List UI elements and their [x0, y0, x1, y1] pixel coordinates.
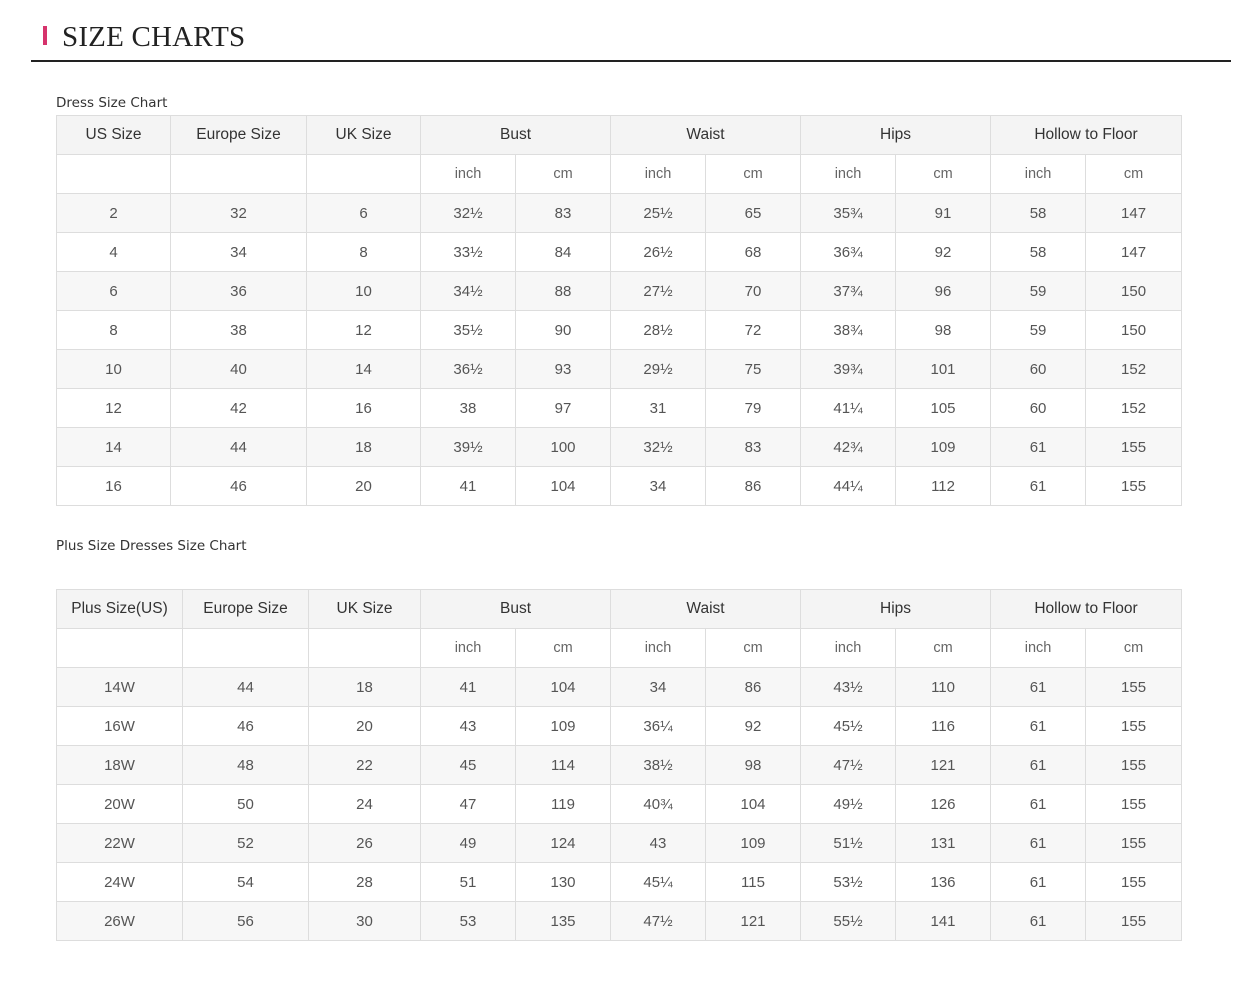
header-bust: Bust [421, 590, 611, 629]
table-cell: 20W [57, 785, 183, 824]
unit-cell: cm [516, 155, 611, 194]
table-cell: 38¾ [801, 311, 896, 350]
table-cell: 51 [421, 863, 516, 902]
header-waist: Waist [611, 590, 801, 629]
unit-cell-empty [171, 155, 307, 194]
table-cell: 16W [57, 707, 183, 746]
table-cell: 104 [516, 668, 611, 707]
table-cell: 61 [991, 428, 1086, 467]
table-cell: 121 [896, 746, 991, 785]
table-cell: 92 [896, 233, 991, 272]
dress-header-row [57, 116, 1182, 155]
table-cell: 34 [171, 233, 307, 272]
table-cell: 37¾ [801, 272, 896, 311]
table-cell: 84 [516, 233, 611, 272]
header-uk-size: UK Size [309, 590, 421, 629]
header-europe-size: Europe Size [183, 590, 309, 629]
table-cell: 150 [1086, 272, 1182, 311]
table-cell: 20 [307, 467, 421, 506]
table-cell: 136 [896, 863, 991, 902]
unit-cell-empty [57, 155, 171, 194]
table-cell: 39½ [421, 428, 516, 467]
table-cell: 10 [307, 272, 421, 311]
table-cell: 60 [991, 389, 1086, 428]
table-cell: 54 [183, 863, 309, 902]
table-cell: 2 [57, 194, 171, 233]
unit-cell: inch [801, 629, 896, 668]
table-cell: 30 [309, 902, 421, 941]
table-cell: 109 [706, 824, 801, 863]
table-cell: 86 [706, 668, 801, 707]
table-cell: 36 [171, 272, 307, 311]
table-cell: 47 [421, 785, 516, 824]
table-cell: 40¾ [611, 785, 706, 824]
table-row [57, 350, 1182, 389]
table-row [57, 467, 1182, 506]
table-cell: 25½ [611, 194, 706, 233]
table-cell: 18 [309, 668, 421, 707]
table-cell: 22 [309, 746, 421, 785]
table-cell: 44 [171, 428, 307, 467]
table-cell: 35½ [421, 311, 516, 350]
table-cell: 98 [706, 746, 801, 785]
table-cell: 96 [896, 272, 991, 311]
table-cell: 119 [516, 785, 611, 824]
table-cell: 141 [896, 902, 991, 941]
dress-size-table [56, 115, 1182, 506]
header-hollow-to-floor: Hollow to Floor [991, 590, 1182, 629]
table-cell: 115 [706, 863, 801, 902]
table-cell: 61 [991, 863, 1086, 902]
table-cell: 152 [1086, 350, 1182, 389]
table-cell: 4 [57, 233, 171, 272]
table-cell: 53 [421, 902, 516, 941]
table-cell: 92 [706, 707, 801, 746]
table-row [57, 389, 1182, 428]
table-cell: 41¼ [801, 389, 896, 428]
table-cell: 6 [57, 272, 171, 311]
unit-cell: cm [1086, 629, 1182, 668]
unit-cell: inch [991, 629, 1086, 668]
table-cell: 16 [57, 467, 171, 506]
table-cell: 24 [309, 785, 421, 824]
table-cell: 155 [1086, 902, 1182, 941]
title-accent-bar [43, 26, 47, 45]
unit-cell: cm [706, 155, 801, 194]
table-cell: 14W [57, 668, 183, 707]
table-cell: 155 [1086, 746, 1182, 785]
unit-cell: inch [801, 155, 896, 194]
table-cell: 61 [991, 707, 1086, 746]
dress-size-chart-caption: Dress Size Chart [56, 95, 168, 111]
table-cell: 79 [706, 389, 801, 428]
table-row [57, 233, 1182, 272]
table-cell: 55½ [801, 902, 896, 941]
table-cell: 33½ [421, 233, 516, 272]
table-cell: 12 [307, 311, 421, 350]
table-cell: 109 [896, 428, 991, 467]
header-uk-size: UK Size [307, 116, 421, 155]
table-cell: 114 [516, 746, 611, 785]
table-cell: 72 [706, 311, 801, 350]
table-cell: 6 [307, 194, 421, 233]
table-cell: 83 [706, 428, 801, 467]
table-cell: 32½ [611, 428, 706, 467]
table-cell: 36¾ [801, 233, 896, 272]
table-cell: 61 [991, 746, 1086, 785]
table-cell: 75 [706, 350, 801, 389]
unit-cell: inch [611, 629, 706, 668]
table-cell: 52 [183, 824, 309, 863]
table-cell: 131 [896, 824, 991, 863]
plus-size-chart-caption: Plus Size Dresses Size Chart [56, 538, 247, 554]
table-cell: 147 [1086, 233, 1182, 272]
table-cell: 61 [991, 668, 1086, 707]
header-hips: Hips [801, 590, 991, 629]
table-cell: 38½ [611, 746, 706, 785]
table-cell: 155 [1086, 428, 1182, 467]
table-cell: 38 [171, 311, 307, 350]
table-cell: 8 [307, 233, 421, 272]
table-cell: 41 [421, 668, 516, 707]
table-cell: 135 [516, 902, 611, 941]
table-cell: 26 [309, 824, 421, 863]
table-cell: 61 [991, 824, 1086, 863]
table-cell: 100 [516, 428, 611, 467]
header-europe-size: Europe Size [171, 116, 307, 155]
table-cell: 47½ [801, 746, 896, 785]
table-cell: 43 [421, 707, 516, 746]
table-cell: 90 [516, 311, 611, 350]
unit-cell: cm [896, 155, 991, 194]
table-cell: 58 [991, 194, 1086, 233]
plus-size-table [56, 589, 1182, 941]
table-cell: 155 [1086, 824, 1182, 863]
table-cell: 43 [611, 824, 706, 863]
unit-cell: inch [421, 629, 516, 668]
table-cell: 18W [57, 746, 183, 785]
table-cell: 88 [516, 272, 611, 311]
table-cell: 29½ [611, 350, 706, 389]
unit-cell-empty [307, 155, 421, 194]
table-cell: 44 [183, 668, 309, 707]
table-cell: 104 [516, 467, 611, 506]
table-cell: 110 [896, 668, 991, 707]
table-cell: 46 [183, 707, 309, 746]
table-row [57, 785, 1182, 824]
unit-cell-empty [57, 629, 183, 668]
header-plus-size: Plus Size(US) [57, 590, 183, 629]
plus-header-row [57, 590, 1182, 629]
table-cell: 14 [57, 428, 171, 467]
table-cell: 155 [1086, 467, 1182, 506]
table-cell: 36¼ [611, 707, 706, 746]
table-cell: 155 [1086, 863, 1182, 902]
table-cell: 65 [706, 194, 801, 233]
table-cell: 147 [1086, 194, 1182, 233]
table-cell: 155 [1086, 707, 1182, 746]
unit-cell-empty [309, 629, 421, 668]
table-cell: 130 [516, 863, 611, 902]
unit-cell: inch [991, 155, 1086, 194]
table-cell: 45¼ [611, 863, 706, 902]
table-cell: 22W [57, 824, 183, 863]
table-cell: 50 [183, 785, 309, 824]
table-row [57, 194, 1182, 233]
table-cell: 155 [1086, 668, 1182, 707]
table-cell: 10 [57, 350, 171, 389]
table-cell: 47½ [611, 902, 706, 941]
unit-cell: cm [896, 629, 991, 668]
table-cell: 20 [309, 707, 421, 746]
table-cell: 31 [611, 389, 706, 428]
table-cell: 43½ [801, 668, 896, 707]
table-cell: 97 [516, 389, 611, 428]
table-cell: 116 [896, 707, 991, 746]
table-cell: 16 [307, 389, 421, 428]
table-cell: 45½ [801, 707, 896, 746]
table-cell: 61 [991, 467, 1086, 506]
table-cell: 34½ [421, 272, 516, 311]
table-cell: 68 [706, 233, 801, 272]
unit-cell-empty [183, 629, 309, 668]
table-cell: 24W [57, 863, 183, 902]
table-cell: 104 [706, 785, 801, 824]
table-cell: 38 [421, 389, 516, 428]
header-bust: Bust [421, 116, 611, 155]
table-cell: 155 [1086, 785, 1182, 824]
table-cell: 28½ [611, 311, 706, 350]
table-cell: 46 [171, 467, 307, 506]
table-cell: 26W [57, 902, 183, 941]
table-cell: 12 [57, 389, 171, 428]
table-cell: 49½ [801, 785, 896, 824]
unit-cell: cm [706, 629, 801, 668]
plus-table-body [57, 590, 1182, 941]
unit-cell: inch [421, 155, 516, 194]
table-cell: 42 [171, 389, 307, 428]
table-row [57, 272, 1182, 311]
table-row [57, 707, 1182, 746]
table-cell: 101 [896, 350, 991, 389]
table-cell: 70 [706, 272, 801, 311]
table-cell: 40 [171, 350, 307, 389]
table-cell: 98 [896, 311, 991, 350]
table-cell: 58 [991, 233, 1086, 272]
table-cell: 112 [896, 467, 991, 506]
table-cell: 86 [706, 467, 801, 506]
plus-unit-row [57, 629, 1182, 668]
unit-cell: cm [1086, 155, 1182, 194]
table-cell: 18 [307, 428, 421, 467]
table-cell: 59 [991, 272, 1086, 311]
table-cell: 60 [991, 350, 1086, 389]
table-cell: 56 [183, 902, 309, 941]
header-us-size: US Size [57, 116, 171, 155]
table-cell: 27½ [611, 272, 706, 311]
unit-cell: inch [611, 155, 706, 194]
table-cell: 126 [896, 785, 991, 824]
table-cell: 105 [896, 389, 991, 428]
table-cell: 36½ [421, 350, 516, 389]
table-cell: 8 [57, 311, 171, 350]
table-cell: 42¾ [801, 428, 896, 467]
table-cell: 91 [896, 194, 991, 233]
table-cell: 32½ [421, 194, 516, 233]
table-row [57, 428, 1182, 467]
table-cell: 39¾ [801, 350, 896, 389]
table-cell: 109 [516, 707, 611, 746]
table-cell: 41 [421, 467, 516, 506]
table-row [57, 668, 1182, 707]
table-cell: 48 [183, 746, 309, 785]
header-hips: Hips [801, 116, 991, 155]
unit-cell: cm [516, 629, 611, 668]
table-cell: 83 [516, 194, 611, 233]
table-cell: 26½ [611, 233, 706, 272]
table-cell: 61 [991, 902, 1086, 941]
header-waist: Waist [611, 116, 801, 155]
table-cell: 124 [516, 824, 611, 863]
table-cell: 34 [611, 467, 706, 506]
table-cell: 59 [991, 311, 1086, 350]
table-cell: 150 [1086, 311, 1182, 350]
table-cell: 53½ [801, 863, 896, 902]
table-cell: 34 [611, 668, 706, 707]
table-cell: 121 [706, 902, 801, 941]
table-row [57, 902, 1182, 941]
dress-table-body [57, 116, 1182, 506]
table-cell: 152 [1086, 389, 1182, 428]
header-hollow-to-floor: Hollow to Floor [991, 116, 1182, 155]
table-cell: 14 [307, 350, 421, 389]
table-cell: 35¾ [801, 194, 896, 233]
table-row [57, 863, 1182, 902]
table-row [57, 746, 1182, 785]
table-cell: 61 [991, 785, 1086, 824]
table-cell: 44¼ [801, 467, 896, 506]
table-row [57, 824, 1182, 863]
table-cell: 93 [516, 350, 611, 389]
page-title: SIZE CHARTS [62, 21, 246, 53]
table-cell: 45 [421, 746, 516, 785]
table-cell: 32 [171, 194, 307, 233]
page-header [31, 0, 1231, 62]
dress-unit-row [57, 155, 1182, 194]
table-cell: 28 [309, 863, 421, 902]
table-row [57, 311, 1182, 350]
table-cell: 51½ [801, 824, 896, 863]
table-cell: 49 [421, 824, 516, 863]
